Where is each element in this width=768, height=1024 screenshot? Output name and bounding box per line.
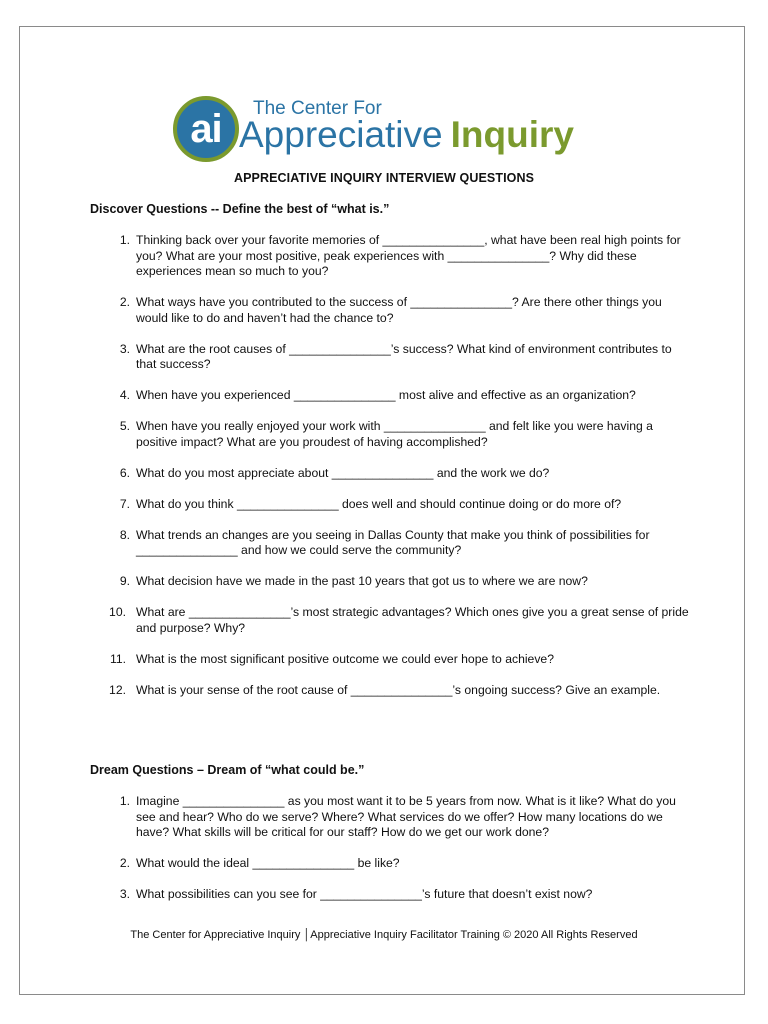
question-number: 1. [119,794,130,808]
question-text: What ways have you contributed to the success of _______________? Are there other things you would like to do and haven’t had the chance to? [136,295,662,325]
list-item [90,233,690,280]
question-number: 2. [119,295,130,310]
question-number: 2. [119,856,130,871]
dream-heading: Dream Questions – Dream of “what could be.” [90,763,365,777]
list-item [90,466,690,482]
question-number: 12. [109,682,126,697]
question-number: 3. [119,887,130,902]
discover-question-list [90,233,690,714]
question-number: 8. [119,527,130,542]
question-text: What decision have we made in the past 10 years that got us to where we are now? [136,574,588,589]
list-item [90,528,690,559]
question-number: 1. [119,233,130,247]
list-item [90,856,690,872]
list-item [90,497,690,513]
dream-question-list [90,794,690,918]
question-number: 11. [109,652,126,666]
discover-heading: Discover Questions -- Define the best of “what is.” [90,202,390,216]
question-number: 3. [119,341,130,356]
question-text: What possibilities can you see for _______________’s future that doesn’t exist now? [136,887,593,902]
list-item [90,419,690,450]
question-number: 10. [109,605,126,620]
logo-word-inquiry: Inquiry [450,114,574,155]
list-item [90,605,690,636]
list-item [90,295,690,326]
question-text: Imagine _______________ as you most want it to be 5 years from now. What is it like? What do you see and hear? Who do we serve? Where? What services do we offer? How many locations do we have? What skills will be critical for our staff? How do we get our work done? [136,794,676,840]
question-number: 6. [119,465,130,480]
question-number: 7. [119,496,130,511]
logo-line1: The Center For [253,98,382,119]
document-title: APPRECIATIVE INQUIRY INTERVIEW QUESTIONS [233,171,535,185]
question-text: What are _______________’s most strategic advantages? Which ones give you a great sense of pride and purpose? Why? [136,605,689,636]
list-item [90,574,690,590]
question-text: What is the most significant positive outcome we could ever hope to achieve? [136,652,554,666]
page-footer: The Center for Appreciative Inquiry │Appreciative Inquiry Facilitator Training © 2020 All Rights Reserved [130,929,638,941]
logo [173,96,603,168]
question-text: What would the ideal _______________ be like? [136,856,400,871]
question-text: Thinking back over your favorite memories of _______________, what have been real high points for you? What are your most positive, peak experiences with _______________? Why did these experiences mean so much to you? [136,233,681,279]
list-item [90,388,690,404]
logo-mark: ai [173,96,239,162]
logo-word-appreciative: Appreciative [239,114,443,155]
question-text: What do you most appreciate about _______________ and the work we do? [136,465,550,480]
question-number: 4. [119,388,130,403]
logo-line2 [239,114,574,156]
list-item [90,652,690,668]
list-item [90,794,690,841]
question-text: When have you really enjoyed your work with _______________ and felt like you were having a positive impact? What are you proudest of having accomplished? [136,419,653,449]
list-item [90,342,690,373]
question-text: What do you think _______________ does well and should continue doing or do more of? [136,496,622,511]
question-text: What trends an changes are you seeing in Dallas County that make you think of possibilities for _______________ and how we could serve the community? [136,527,650,558]
question-text: What is your sense of the root cause of _______________’s ongoing success? Give an example. [136,682,661,697]
question-text: What are the root causes of _______________’s success? What kind of environment contributes to that success? [136,341,672,372]
list-item [90,887,690,903]
list-item [90,683,690,699]
question-text: When have you experienced _______________ most alive and effective as an organization? [136,388,636,403]
question-number: 9. [119,574,130,589]
question-number: 5. [119,419,130,434]
